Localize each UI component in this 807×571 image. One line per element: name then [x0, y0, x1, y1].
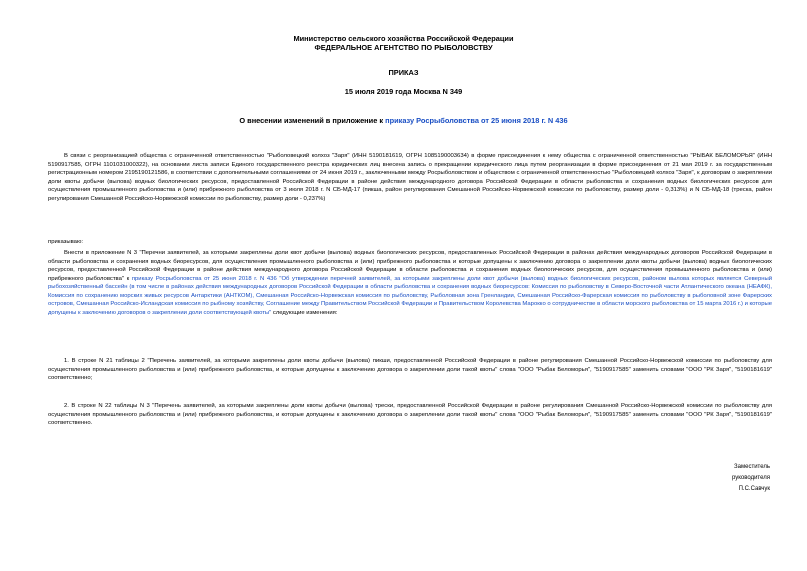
main-clause-text [48, 249, 772, 317]
amendment-item-1 [48, 357, 772, 383]
signature-position-line2: руководителя [731, 474, 770, 481]
signature-position-line1: Заместитель [734, 464, 770, 470]
order-word: приказываю: [48, 239, 84, 245]
subject-prefix: О внесении изменений в приложение к [239, 116, 386, 125]
main-text-before: Внести в приложение N 3 "Перечни заявителей, за которыми закреплены доли квот добычи (вылова) водных биологических ресурсов, предоставленных Российской Федерации в районах действия международных договоров Российской Федерации в области рыболовства и сохранения водных биоресурсов, для осуществления промышленного рыболовства и (или) прибрежного рыболовства и которые допущены к заключению договора о закреплении доли квоты добычи (вылова) водных биологических ресурсов, предоставленной Российской Федерации в районе действия международного договора Российской Федерации в области рыболовства и сохранения водных биологических ресурсов, для осуществления промышленного рыболовства и (или) прибрежного рыболовства" к [48, 250, 772, 282]
amendment-item-2 [48, 402, 772, 428]
amendment-item-text: 2. В строке N 22 таблицы N 3 "Перечень заявителей, за которыми закреплены доли квоты добычи (вылова) трески, предоставленной Российской Федерации в районе регулирования Смешанной Российско-Норвежской комиссии по рыболовству для осуществления промышленного рыболовства и (или) прибрежного рыболовства, и которые допущены к заключению договора о закреплении доли такой квоты" слова "ООО "Рыбак Беломорья", "5190917585" заменить словами "ООО "РК Заря", "5190181619" соответственно. [48, 403, 772, 427]
doc-type: ПРИКАЗ [388, 68, 419, 77]
agency-title: ФЕДЕРАЛЬНОЕ АГЕНТСТВО ПО РЫБОЛОВСТВУ [314, 43, 493, 52]
signature-block [700, 462, 770, 494]
subject-order-link[interactable]: приказу Росрыболовства от 25 июня 2018 г. N 436 [385, 116, 568, 125]
amendment-item-text: 1. В строке N 21 таблицы 2 "Перечень заявителей, за которыми закреплены доли квоты добычи (вылова) пикши, предоставленной Российской Федерации в районе регулирования Смешанной Российско-Норвежской комиссии по рыболовству для осуществления промышленного рыболовства и (или) прибрежного рыболовства, и которые допущены к заключению договора о закреплении доли такой квоты" слова "ООО "Рыбак Беломорья", "5190917585" заменить словами "ООО "РК Заря", "5190181619" соответственно; [48, 358, 772, 382]
main-clause [48, 249, 772, 317]
ministry-title: Министерство сельского хозяйства Российской Федерации [293, 34, 514, 43]
order-word-block [48, 238, 772, 247]
preamble-text: В связи с реорганизацией общества с ограниченной ответственностью "Рыболовецкий колхоз "Заря" (ИНН 5190181619, ОГРН 1085190003634) в форме присоединения к нему общества с ограниченной ответственностью "РЫБАК БЕЛОМОРЬЯ" (ИНН 5190917585, ОГРН 1101031000322), на основании листа записи Единого государственного реестра юридических лиц внесена запись о прекращении юридического лица путем реорганизации в форме присоединения от 21 мая 2019 г. за государственным регистрационным номером 2195190121586, в соответствии с дополнительными соглашениями от 24 июня 2019 г., заключенными между Росрыболовством и обществом с ограниченной ответственностью "Рыболовецкий колхоз "Заря", к договорам о закреплении доли квоты добычи (вылова) водных биологических ресурсов, предоставленной Российской Федерации в районе действия международного договора Российской Федерации в области рыболовства и сохранения водных биологических ресурсов для осуществления промышленного рыболовства и (или) прибрежного рыболовства от 3 июля 2018 г. N СБ-МД-17 (пикша, район регулирования Смешанной Российско-Норвежской комиссии по рыболовству, размер доли - 0,313%) и N СБ-МД-18 (треска, район регулирования Смешанной Российско-Норвежской комиссии по рыболовству, размер доли - 0,237%) [48, 153, 772, 202]
signature-name: П.С.Савчук [738, 485, 770, 492]
main-text-after: следующие изменения: [271, 309, 338, 316]
order-436-link[interactable]: приказу Росрыболовства от 25 июня 2018 г. N 436 "Об утверждении перечней заявителей, за которыми закреплены доли квот добычи (вылова) водных биологических ресурсов, районом вылова которых является Северный рыбохозяйственный бассейн (в том числе в районах действия международных договоров Российской Федерации в области рыболовства и сохранения водных биоресурсов: Комиссия по рыболовству в Северо-Восточной части Атлантического океана (НЕАФК), Комиссия по сохранению морских живых ресурсов Антарктики (АНТКОМ), Смешанная Российско-Норвежская комиссия по рыболовству, Рыболовная зона Гренландии, Смешанная Российско-Фарерская комиссия по рыболовству в рыболовной зоне Фарерских островов, Смешанная Российско-Исландская комиссия по рыбному хозяйству, Соглашение между Правительством Российской Федерации и Правительством Королевства Марокко о сотрудничестве в области морского рыболовства от 15 марта 2016 г.) и которые допущены к заключению договоров о закреплении доли соответствующей квоты" [48, 275, 772, 316]
date-line: 15 июля 2019 года Москва N 349 [344, 87, 463, 96]
document-subject [0, 116, 807, 125]
preamble [48, 152, 772, 203]
